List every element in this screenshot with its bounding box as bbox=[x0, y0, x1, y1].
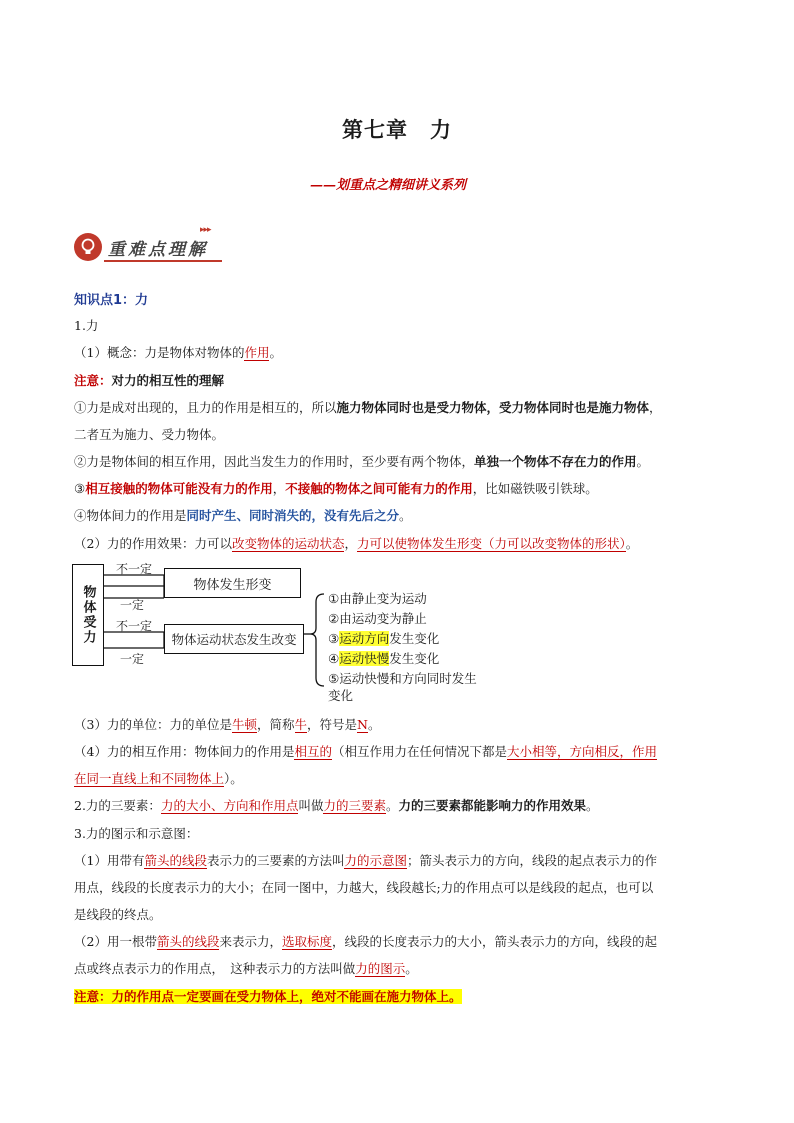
knowledge-point-heading: 知识点1：力 bbox=[74, 293, 149, 308]
deformation-box: 物体发生形变 bbox=[164, 568, 301, 598]
concept-line: （1）概念：力是物体对物体的作用。 bbox=[74, 345, 282, 360]
interaction-line-cont: 在同一直线上和不同物体上）。 bbox=[74, 771, 243, 786]
note-1: 注意：对力的相互性的理解 bbox=[74, 373, 225, 388]
answer-blank: 作用 bbox=[244, 345, 270, 360]
point-2: ②力是物体间的相互作用，因此当发生力的作用时，至少要有两个物体，单独一个物体不存在力的作用。 bbox=[74, 454, 650, 469]
label-not-necessarily-2: 不一定 bbox=[116, 619, 153, 633]
three-elements-line: 2.力的三要素：力的大小、方向和作用点叫做力的三要素。力的三要素都能影响力的作用效果。 bbox=[74, 798, 599, 813]
force-effect-diagram bbox=[72, 562, 492, 702]
badge-underline bbox=[104, 260, 222, 262]
badge-label: 重难点理解 bbox=[108, 240, 208, 260]
schematic-line-1: （1）用带有箭头的线段表示力的三要素的方法叫力的示意图；箭头表示力的方向，线段的起点表示力的作 bbox=[74, 853, 658, 868]
point-1: ①力是成对出现的，且力的作用是相互的，所以施力物体同时也是受力物体，受力物体同时也是施力物体， bbox=[74, 400, 662, 415]
motion-item-2: ②由运动变为静止 bbox=[328, 611, 427, 626]
diagram-left-box: 物体受力 bbox=[72, 564, 104, 666]
motion-item-5: ⑤运动快慢和方向同时发生 bbox=[328, 671, 477, 686]
illustration-line-2: 点或终点表示力的作用点， 这种表示力的方法叫做力的图示。 bbox=[74, 961, 418, 976]
section-badge bbox=[74, 225, 224, 261]
schematic-line-3: 是线段的终点。 bbox=[74, 907, 162, 922]
label-necessarily-1: 一定 bbox=[120, 598, 145, 612]
unit-line: （3）力的单位：力的单位是牛顿，简称牛，符号是N。 bbox=[74, 717, 381, 732]
point-1-cont: 二者互为施力、受力物体。 bbox=[74, 427, 225, 442]
note-2: 注意：力的作用点一定要画在受力物体上，绝对不能画在施力物体上。 bbox=[74, 989, 462, 1004]
motion-item-1: ①由静止变为运动 bbox=[328, 591, 427, 606]
effect-line: （2）力的作用效果：力可以改变物体的运动状态，力可以使物体发生形变（力可以改变物体的形状）。 bbox=[74, 536, 639, 551]
interaction-line: （4）力的相互作用：物体间力的作用是相互的（相互作用力在任何情况下都是大小相等，方向相反，作用 bbox=[74, 744, 658, 759]
label-necessarily-2: 一定 bbox=[120, 652, 145, 666]
section-3-heading: 3.力的图示和示意图： bbox=[74, 826, 199, 841]
motion-change-box: 物体运动状态发生改变 bbox=[164, 624, 304, 654]
schematic-line-2: 用点，线段的长度表示力的大小；在同一图中，力越大，线段越长;力的作用点可以是线段的起点，也可以 bbox=[74, 880, 654, 895]
motion-item-5-cont: 变化 bbox=[328, 688, 354, 703]
motion-item-3: ③运动方向发生变化 bbox=[328, 631, 440, 646]
badge-arrows: ▸▸▸ bbox=[200, 225, 211, 235]
lightbulb-icon bbox=[74, 233, 102, 261]
point-3: ③相互接触的物体可能没有力的作用，不接触的物体之间可能有力的作用，比如磁铁吸引铁球。 bbox=[74, 481, 598, 496]
motion-item-4: ④运动快慢发生变化 bbox=[328, 651, 440, 666]
page-subtitle: ——划重点之精细讲义系列 bbox=[310, 178, 467, 193]
section-1-heading: 1.力 bbox=[74, 318, 99, 333]
label-not-necessarily-1: 不一定 bbox=[116, 562, 153, 576]
page-title: 第七章 力 bbox=[342, 118, 452, 142]
point-4: ④物体间力的作用是同时产生、同时消失的，没有先后之分。 bbox=[74, 508, 412, 523]
illustration-line-1: （2）用一根带箭头的线段来表示力，选取标度，线段的长度表示力的大小，箭头表示力的方向，线段的起 bbox=[74, 934, 658, 949]
